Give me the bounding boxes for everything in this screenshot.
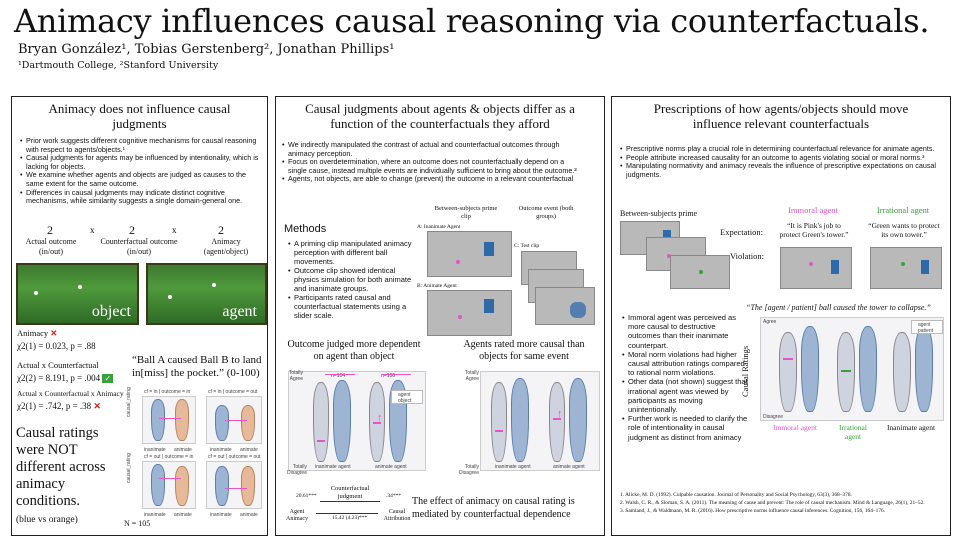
row-violation: Violation:: [730, 251, 764, 261]
med-path-b: .34***: [386, 493, 402, 499]
violin-agent: [859, 326, 877, 412]
violin-inanimate: [215, 466, 229, 506]
panel1-title: Animacy does not influence causal judgments: [48, 101, 231, 131]
facet-title: cf = in | outcome = out: [208, 389, 258, 395]
method-item: • Participants rated causal and counterfactual statements using a slider scale.: [288, 293, 418, 320]
sig-bracket: [325, 374, 355, 375]
authors: Bryan González¹, Tobias Gerstenberg², Jonathan Phillips¹: [18, 42, 395, 57]
bullet: • Differences in causal judgments may indicate distinct cognitive mechanisms, while similarity suggests a single domain-general one.: [20, 189, 264, 206]
facet-panel: [142, 461, 196, 509]
ball-icon: [212, 283, 216, 287]
fig1-title: Outcome judged more dependent on agent than object: [287, 339, 421, 362]
violin-agent: [801, 326, 819, 412]
axis-top: Totally Agree: [288, 370, 303, 382]
stat-label: Actual x Counterfactual: [17, 360, 99, 370]
ball-icon: [34, 291, 38, 295]
panel1-bullets: [20, 137, 264, 206]
mean-marker-immoral: [783, 358, 793, 360]
facet-x: inanimate: [210, 447, 232, 453]
check-icon: ✓: [104, 374, 112, 383]
affiliations: ¹Dartmouth College, ²Stanford University: [18, 60, 219, 71]
methods-list: [288, 239, 418, 320]
x-label: inanimate agent: [495, 464, 531, 470]
x-label: inanimate agent: [315, 464, 351, 470]
result-item: • Further work is needed to clarify the role of intentionality in causal judgment as distinct from animacy: [622, 414, 750, 442]
results-list: [622, 313, 750, 442]
clip-header: Between-subjects prime clip: [434, 205, 498, 220]
conclusion: Causal ratings were NOT different across animacy conditions.: [16, 425, 106, 509]
tower-block: [484, 299, 494, 313]
pool-image-object: [16, 263, 139, 325]
facet-panel: [142, 396, 196, 444]
facet-panel: [206, 461, 262, 509]
facet-x: animate: [240, 447, 258, 453]
design-label: Actual outcome (in/out): [25, 237, 77, 256]
rating-quote: “Ball A caused Ball B to land in[miss] the pocket.” (0-100): [132, 354, 262, 379]
facet-x: animate: [174, 512, 192, 518]
tower-block: [921, 260, 929, 274]
arrow-up-icon: ↑: [557, 408, 563, 420]
legend-agent: agent: [918, 322, 931, 328]
violin-object: [491, 382, 507, 462]
method-item: • A priming clip manipulated animacy perception with different ball movements.: [288, 239, 418, 266]
bullet: • Causal judgments for agents may be influenced by intentionality, which is lacking for objects.: [20, 154, 264, 171]
bullet: • Manipulating normativity and animacy reveals the influence of prescriptive expectations on causal judgments.: [620, 162, 946, 179]
x-label: animate agent: [375, 464, 407, 470]
cond-immoral: Immoral agent: [788, 205, 838, 215]
panel3-bullets: [620, 145, 946, 179]
design-factor: 2: [218, 223, 224, 237]
facet-title: cf = out | outcome = in: [144, 454, 194, 460]
stat-label: Actual x Counterfactual x Animacy: [17, 389, 124, 398]
mean-marker: [317, 440, 325, 442]
cross-icon: ✕: [93, 401, 101, 411]
image-label-object: object: [91, 303, 131, 320]
violin-object: [549, 382, 565, 462]
fig2-title: Agents rated more causal than objects for same event: [463, 339, 585, 362]
fig3-legend: [911, 320, 943, 334]
prime-label: Between-subjects prime: [620, 209, 698, 218]
facet-panel: [206, 396, 262, 444]
violin-agent: [569, 378, 587, 462]
fig3-x-irrational: Irrational agent: [839, 423, 867, 441]
violin-animate: [241, 405, 255, 441]
violin-animate: [175, 399, 189, 441]
legend-agent: agent: [398, 392, 411, 398]
axis-top: Agree: [763, 319, 777, 325]
reference: 3. Samland, J., & Waldmann, M. R. (2016). How prescriptive norms influence causal inferences. Cognition, 156, 164–176.: [620, 508, 886, 514]
design-factor: 2: [47, 223, 53, 237]
sig-bracket: [381, 374, 411, 375]
clip-header: Outcome event (both groups): [518, 205, 574, 220]
clip-label: C: Test clip: [514, 243, 540, 249]
facet-title: cf = in | outcome = in: [144, 389, 191, 395]
panel-prescriptions: [611, 96, 951, 536]
fig3-quote: “The [agent / patient] ball caused the tower to collapse.”: [746, 303, 931, 312]
facet-x: inanimate: [144, 512, 166, 518]
violin-inanimate: [151, 399, 165, 441]
violin-inanimate: [215, 405, 229, 441]
reference: 2. Walsh, C. R., & Sloman, S. A. (2011). The meaning of cause and prevent: The role of causal mechanism. Mind & Language, 26(1), 21–52.: [620, 500, 925, 506]
design-factor: 2: [129, 223, 135, 237]
mean-arrow: [159, 418, 181, 419]
fig2-plot: [458, 370, 600, 476]
axis-bottom: Totally Disagree: [458, 464, 479, 476]
legend-patient: patient: [918, 328, 934, 334]
violin-patient: [779, 332, 797, 412]
violin-agent: [333, 380, 351, 462]
violin-agent: [915, 326, 933, 412]
ball-icon: [458, 315, 462, 319]
bullet: • Agents, not objects, are able to change (prevent) the outcome in a relevant counterfactual: [282, 175, 582, 184]
mean-marker-irrational: [841, 370, 851, 372]
ball-icon: [809, 262, 813, 266]
n-label: n=106: [381, 373, 396, 379]
result-item: • Moral norm violations had higher causal attribution ratings compared to rational norm violations.: [622, 350, 750, 378]
clip-inanimate: [427, 231, 512, 277]
tower-block: [831, 260, 839, 274]
axis-top: Totally Agree: [464, 370, 479, 382]
ball-icon: [78, 285, 82, 289]
facet-plot: [126, 387, 266, 519]
facet-x: inanimate: [210, 512, 232, 518]
med-path-c: 15.42 (4.23)***: [332, 515, 368, 521]
expect-irrational: “Green wants to protect its own tower.”: [868, 221, 940, 239]
row-expectation: Expectation:: [720, 227, 763, 237]
mean-arrow: [225, 420, 247, 421]
n-label: n=104: [331, 373, 346, 379]
violin-object: [313, 382, 329, 462]
med-center: Counterfactual judgment: [320, 485, 380, 502]
mean-arrow: [225, 488, 247, 489]
design-times: x: [172, 225, 177, 235]
fig1-plot: [286, 370, 426, 476]
violin-agent: [511, 378, 529, 462]
method-item: • Outcome clip showed identical physics simulation for both animate and inanimate groups.: [288, 266, 418, 293]
med-path-a: 20.61***: [296, 493, 317, 499]
test-clip-frame: [535, 287, 595, 325]
ball-icon: [456, 260, 460, 264]
axis-bottom: Totally Disagree: [286, 464, 307, 476]
violin-patient: [837, 332, 855, 412]
panel2-conclusion: The effect of animacy on causal rating is mediated by counterfactual dependence: [412, 496, 575, 520]
facet-x: animate: [240, 512, 258, 518]
panel2-bullets: [282, 141, 582, 184]
expect-immoral: “It is Pink's job to protect Green's tower.”: [779, 221, 849, 239]
stat-value: χ2(1) = .742, p = .38 ✕: [17, 401, 101, 411]
ball-icon: [901, 262, 905, 266]
design-times: x: [90, 225, 95, 235]
sample-size: N = 105: [124, 519, 151, 528]
violin-animate: [175, 466, 189, 506]
med-arrow-line: [316, 513, 378, 514]
violin-patient: [893, 332, 911, 412]
clip-label: B: Animate Agent: [417, 283, 457, 289]
facet-title: cf = out | outcome = out: [208, 454, 261, 460]
legend: [391, 390, 423, 404]
fig3-x-immoral: Immoral agent: [773, 423, 817, 432]
bullet: • We indirectly manipulated the contrast of actual and counterfactual outcomes through animacy perception.: [282, 141, 582, 158]
axis-bottom: Disagree: [763, 414, 784, 420]
panel2-title: Causal judgments about agents & objects differ as a function of the counterfactuals they afford: [305, 101, 575, 131]
bullet: • Focus on overdetermination, where an outcome does not counterfactually depend on a single cause, instead multiple events are individually sufficient to bring about the outcome.²: [282, 158, 582, 175]
result-item: • Immoral agent was perceived as more causal to destructive outcomes than their inanimate counterpart.: [622, 313, 750, 350]
panel3-title: Prescriptions of how agents/objects should move influence relevant counterfactuals: [653, 101, 909, 131]
facet-axis-label: causal_rating: [126, 453, 132, 483]
facet-x: inanimate: [144, 447, 166, 453]
ball-icon: [168, 295, 172, 299]
bullet: • Prescriptive norms play a crucial role in determining counterfactual relevance for animate agents.: [620, 145, 946, 154]
mean-marker: [495, 430, 503, 432]
facet-x: animate: [174, 447, 192, 453]
arrow-up-icon: ↑: [377, 412, 383, 424]
design-label: Animacy (agent/object): [203, 237, 249, 256]
prime-clip: [670, 255, 730, 289]
design-label: Counterfactual outcome (in/out): [100, 237, 178, 256]
reference: 1. Alicke, M. D. (1992). Culpable causation. Journal of Personality and Social Psychology, 63(3), 368–378.: [620, 492, 852, 498]
med-left: Agent Animacy: [286, 509, 308, 522]
stat-value: χ2(2) = 8.191, p = .004 ✓: [17, 373, 112, 383]
references: [620, 491, 946, 515]
x-label: animate agent: [553, 464, 585, 470]
methods-heading: Methods: [284, 223, 327, 235]
panel-counterfactuals: [275, 96, 605, 536]
clip-label: A: Inanimate Agent: [417, 224, 461, 230]
stat-label: Animacy ✕: [17, 328, 58, 338]
violin-animate: [241, 466, 255, 506]
violation-irrational-clip: [870, 247, 942, 289]
bullet: • We examine whether agents and objects are judged as causes to the same extent for the same outcome.: [20, 171, 264, 188]
fig3-x-inanimate: Inanimate agent: [886, 423, 936, 432]
image-label-agent: agent: [222, 303, 257, 320]
conclusion-note: (blue vs orange): [16, 515, 78, 525]
pool-image-agent: [146, 263, 267, 325]
panel-animacy: [11, 96, 268, 536]
clip-animate: [427, 290, 512, 336]
mean-arrow: [159, 478, 181, 479]
cond-irrational: Irrational agent: [876, 205, 930, 215]
med-right: Causal Attribution: [383, 509, 411, 522]
legend-object: object: [398, 398, 412, 404]
ball-icon: [699, 270, 703, 274]
cross-icon: ✕: [50, 328, 58, 338]
collapsed-tower: [570, 302, 586, 318]
bullet: • People attribute increased causality for an outcome to agents violating social or moral norms.³: [620, 154, 946, 163]
result-item: • Other data (not shown) suggest that irrational agent was viewed by participants as moving unintentionally.: [622, 377, 750, 414]
fig3-ylabel: Causal Ratings: [740, 345, 750, 397]
poster-title: Animacy influences causal reasoning via counterfactuals.: [14, 2, 930, 40]
fig3-plot: [760, 317, 944, 421]
facet-axis-label: causal_rating: [126, 387, 132, 417]
stat-value: χ2(1) = 0.023, p = .88: [17, 341, 96, 351]
bullet: • Prior work suggests different cognitive mechanisms for causal reasoning with respect to agents/objects.¹: [20, 137, 264, 154]
violation-immoral-clip: [780, 247, 852, 289]
violin-inanimate: [151, 464, 165, 506]
tower-block: [484, 242, 494, 256]
